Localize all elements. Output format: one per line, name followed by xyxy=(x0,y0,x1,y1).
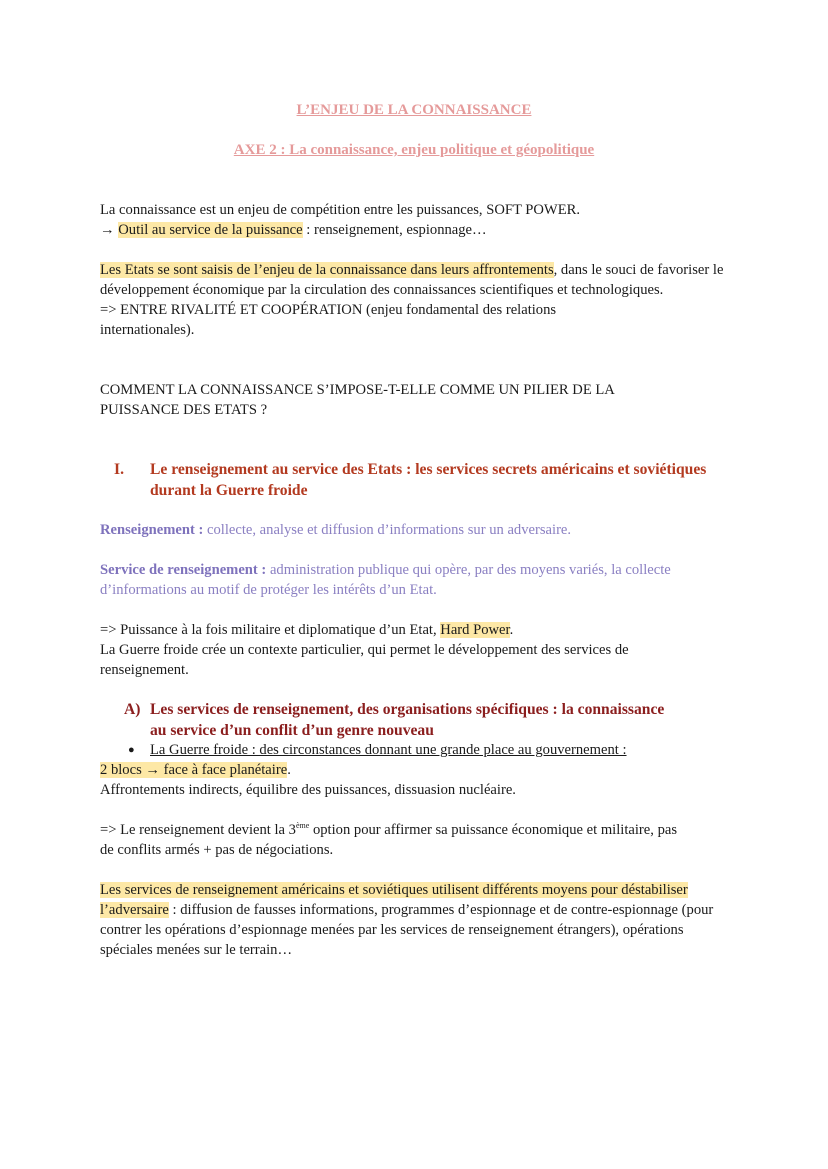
moyens-rest: : diffusion de fausses informations, programmes d’espionnage et de contre-espionnage (pour contrer les opérations d’espionnage menées par les services de renseignement étrangers), opérations spéciales menées sur le terrain… xyxy=(100,902,714,958)
affrontements-line: Affrontements indirects, équilibre des puissances, dissuasion nucléaire. xyxy=(100,782,516,798)
section-1-numeral: I. xyxy=(114,461,124,478)
definition-service xyxy=(100,560,728,600)
paragraph-3eme-option xyxy=(100,820,690,860)
page-subtitle: AXE 2 : La connaissance, enjeu politique et géopolitique xyxy=(233,142,595,158)
blocs-suffix: . xyxy=(287,762,291,778)
paragraph-etats-rest: , dans le souci de favoriser le développement économique par la circulation des connaissances scientifiques et technologiques. xyxy=(100,262,724,298)
hard-power-prefix: => Puissance à la fois militaire et diplomatique d’un Etat, xyxy=(100,622,441,638)
subsection-a-label: A) xyxy=(124,701,141,718)
highlight-outil: Outil au service de la puissance xyxy=(118,222,303,238)
subsection-a-title: Les services de renseignement, des organisations spécifiques : la connaissance au service d’un conflit d’un genre nouveau xyxy=(150,701,665,739)
intro-line-2 xyxy=(100,220,740,240)
highlight-hard-power-text: Hard Power xyxy=(440,622,510,638)
intro-line-2-rest: : renseignement, espionnage… xyxy=(302,222,487,238)
definition-service-term: Service de renseignement : xyxy=(100,562,267,578)
intro-paragraph xyxy=(100,200,740,240)
hard-power-line xyxy=(100,620,720,640)
paragraph-hard-power xyxy=(100,620,720,680)
highlight-destabiliser: Les services de renseignement américains et soviétiques utilisent différents moyens pour déstabiliser l’adversaire xyxy=(100,882,688,918)
page-title: L’ENJEU DE LA CONNAISSANCE xyxy=(296,102,532,118)
definition-renseignement xyxy=(100,520,740,540)
bullet-underlined-text: La Guerre froide : des circonstances donnant une grande place au gouvernement : xyxy=(150,742,627,758)
rivalite-line: => ENTRE RIVALITÉ ET COOPÉRATION (enjeu fondamental des relations internationales). xyxy=(100,302,557,338)
hard-power-suffix: . xyxy=(509,622,514,638)
intro-line-1: La connaissance est un enjeu de compétition entre les puissances, SOFT POWER. xyxy=(100,202,580,218)
arrow-glyph: → xyxy=(100,222,119,238)
paragraph-etats xyxy=(100,260,728,340)
paragraph-etats-text xyxy=(100,260,728,300)
definition-renseignement-text: collecte, analyse et diffusion d’informations sur un adversaire. xyxy=(203,522,572,538)
bullet-marker: ● xyxy=(128,744,135,756)
bullet-continuation xyxy=(100,760,740,800)
guerre-froide-context: La Guerre froide crée un contexte particulier, qui permet le développement des services de renseignement. xyxy=(100,642,629,678)
definition-renseignement-term: Renseignement : xyxy=(100,522,204,538)
highlight-etats: Les Etats se sont saisis de l’enjeu de la connaissance dans leurs affrontements xyxy=(100,262,554,278)
option-superscript: ème xyxy=(295,821,310,831)
problematique: COMMENT LA CONNAISSANCE S’IMPOSE-T-ELLE COMME UN PILIER DE LA PUISSANCE DES ETATS ? xyxy=(100,382,615,418)
definition-service-text: administration publique qui opère, par des moyens variés, la collecte d’informations au motif de protéger les intérêts d’un Etat. xyxy=(100,562,671,598)
highlight-blocs: 2 blocs → face à face planétaire xyxy=(100,762,288,778)
section-1-title: Le renseignement au service des Etats : les services secrets américains et soviétiques durant la Guerre froide xyxy=(150,461,707,499)
paragraph-moyens xyxy=(100,880,725,960)
blocs-line xyxy=(100,760,740,780)
option-prefix: => Le renseignement devient la 3 xyxy=(100,822,296,838)
option-rest: option pour affirmer sa puissance économique et militaire, pas de conflits armés + pas de négociations. xyxy=(100,822,678,858)
